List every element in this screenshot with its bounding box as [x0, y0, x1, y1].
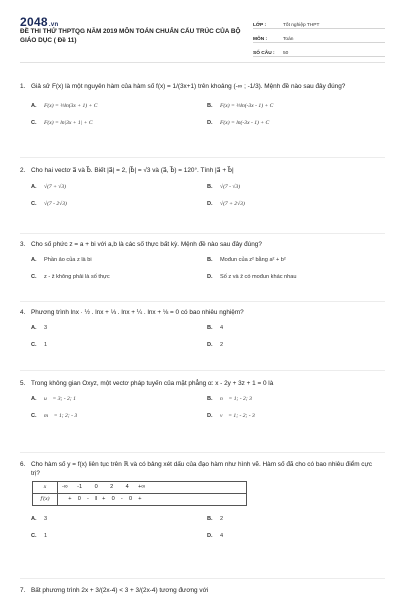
exam-meta — [253, 15, 385, 57]
option-text: m⃗ = 1; 2; - 3 — [44, 413, 78, 419]
option-letter: C. — [31, 413, 37, 419]
option-text: Số z và z̄ có mođun khác nhau — [220, 274, 297, 280]
option-text: F(x) = ln|3x + 1| + C — [44, 120, 93, 126]
question-number: 5. — [20, 380, 26, 387]
option-text: F(x) = ln(-3x - 1) + C — [220, 120, 270, 126]
question-number: 6. — [20, 461, 26, 468]
meta-value: Tốt nghiệp THPT — [283, 23, 320, 28]
option-text: u⃗ = 3; - 2; 1 — [44, 396, 76, 402]
option-letter: B. — [207, 103, 213, 109]
option-letter: D. — [207, 413, 213, 419]
option-b[interactable] — [207, 252, 383, 269]
option-text: 2 — [220, 516, 224, 522]
header-divider — [20, 62, 385, 63]
option-b[interactable] — [207, 391, 383, 408]
option-b[interactable] — [207, 320, 383, 337]
meta-value: 50 — [283, 51, 289, 56]
question-divider — [20, 157, 385, 158]
option-text: z - z̄ không phải là số thực — [44, 274, 110, 280]
option-letter: D. — [207, 274, 213, 280]
option-text: n⃗ = 1; - 2; 3 — [220, 396, 252, 402]
option-text: 4 — [220, 325, 224, 331]
option-b[interactable] — [207, 511, 383, 528]
question-6 — [20, 460, 382, 545]
sign-table-x-values: -∞ -1 0 2 4 +∞ — [58, 482, 247, 494]
question-5 — [20, 379, 382, 425]
option-letter: A. — [31, 516, 37, 522]
option-b[interactable] — [207, 98, 383, 115]
option-letter: B. — [207, 396, 213, 402]
site-logo[interactable] — [20, 15, 58, 29]
exam-title: ĐỀ THI THỬ THPTQG NĂM 2019 MÔN TOÁN CHUẨN CẤU TRÚC CỦA BỘ GIÁO DỤC ( Đề 11) — [20, 28, 241, 44]
option-a[interactable] — [31, 252, 207, 269]
question-divider — [20, 233, 385, 234]
option-letter: D. — [207, 533, 213, 539]
option-text: 1 — [44, 533, 48, 539]
option-text: v⃗ = 1; - 2; - 3 — [220, 413, 255, 419]
option-letter: B. — [207, 325, 213, 331]
question-number: 4. — [20, 309, 26, 316]
question-text: Cho hàm số y = f(x) liên tục trên ℝ và có bảng xét dấu của đạo hàm như hình vẽ. Hàm số đã cho có bao nhiêu điểm cực trị? — [31, 461, 372, 477]
sign-table-x-label: x — [33, 482, 58, 494]
option-text: 3 — [44, 516, 48, 522]
option-d[interactable] — [207, 269, 383, 286]
option-letter: D. — [207, 342, 213, 348]
sign-table-derivative-signs: + 0 - ‖ + 0 - 0 + — [58, 494, 247, 506]
meta-row-class — [253, 15, 385, 29]
option-letter: C. — [31, 201, 37, 207]
option-letter: A. — [31, 325, 37, 331]
question-3 — [20, 240, 382, 286]
option-text: 3 — [44, 325, 48, 331]
question-divider — [20, 301, 385, 302]
sign-table-derivative-label: f'(x) — [33, 494, 58, 506]
option-c[interactable] — [31, 528, 207, 545]
option-c[interactable] — [31, 115, 207, 132]
option-c[interactable] — [31, 337, 207, 354]
option-text: √(7 - √3) — [220, 184, 241, 190]
option-d[interactable] — [207, 528, 383, 545]
option-c[interactable] — [31, 196, 207, 213]
option-letter: B. — [207, 257, 213, 263]
option-letter: A. — [31, 184, 37, 190]
meta-key: MÔN : — [253, 37, 268, 42]
option-text: 2 — [220, 342, 224, 348]
option-letter: A. — [31, 257, 37, 263]
logo-suffix: .vn — [48, 22, 59, 28]
option-text: Phần ảo của z là bi — [44, 257, 92, 263]
option-letter: C. — [31, 342, 37, 348]
option-letter: D. — [207, 120, 213, 126]
question-divider — [20, 370, 385, 371]
option-a[interactable] — [31, 179, 207, 196]
option-c[interactable] — [31, 408, 207, 425]
question-7 — [20, 586, 382, 595]
question-1 — [20, 82, 382, 132]
option-letter: D. — [207, 201, 213, 207]
logo-text: 2048 — [20, 15, 48, 29]
option-letter: B. — [207, 516, 213, 522]
option-a[interactable] — [31, 391, 207, 408]
option-a[interactable] — [31, 320, 207, 337]
option-text: F(x) = ⅓ln(-3x - 1) + C — [220, 103, 274, 109]
option-letter: C. — [31, 274, 37, 280]
option-a[interactable] — [31, 98, 207, 115]
option-a[interactable] — [31, 511, 207, 528]
option-d[interactable] — [207, 196, 383, 213]
option-b[interactable] — [207, 179, 383, 196]
option-d[interactable] — [207, 408, 383, 425]
question-divider — [20, 452, 385, 453]
option-text: 4 — [220, 533, 224, 539]
question-text: Giả sử F(x) là một nguyên hàm của hàm số f(x) = 1/(3x+1) trên khoảng (-∞ ; -1/3). Mệnh đề nào sau đây đúng? — [31, 83, 346, 90]
meta-row-question-count — [253, 43, 385, 57]
option-text: √(7 - 2√3) — [44, 201, 67, 207]
question-divider — [20, 578, 385, 579]
meta-value: Toán — [283, 37, 294, 42]
option-text: √(7 + √3) — [44, 184, 67, 190]
option-letter: A. — [31, 103, 37, 109]
option-letter: B. — [207, 184, 213, 190]
option-c[interactable] — [31, 269, 207, 286]
meta-row-subject — [253, 29, 385, 43]
option-text: √(7 + 2√3) — [220, 201, 245, 207]
question-text: Cho hai vectơ a⃗ và b⃗. Biết |a⃗| = 2, |b⃗| = √3 và (a⃗, b⃗) = 120°. Tính |a⃗ + b⃗| — [31, 167, 234, 174]
option-d[interactable] — [207, 337, 383, 354]
sign-table — [32, 481, 247, 506]
option-text: F(x) = ⅓ln(3x + 1) + C — [44, 103, 98, 109]
question-text: Bất phương trình 2x + 3/(2x-4) < 3 + 3/(2x-4) tương đương với — [31, 587, 209, 594]
question-number: 7. — [20, 587, 26, 594]
option-letter: C. — [31, 533, 37, 539]
option-text: 1 — [44, 342, 48, 348]
option-letter: C. — [31, 120, 37, 126]
option-text: Mođun của z² bằng a² + b² — [220, 257, 286, 263]
question-text: Cho số phức z = a + bi với a,b là các số thực bất kỳ. Mệnh đề nào sau đây đúng? — [31, 241, 262, 248]
meta-key: SỐ CÂU : — [253, 51, 275, 56]
option-d[interactable] — [207, 115, 383, 132]
question-number: 1. — [20, 83, 26, 90]
question-4 — [20, 308, 382, 354]
meta-key: LỚP : — [253, 23, 267, 28]
question-number: 3. — [20, 241, 26, 248]
question-2 — [20, 166, 382, 213]
question-text: Trong không gian Oxyz, một vectơ pháp tuyến của mặt phẳng α: x - 2y + 3z + 1 = 0 là — [31, 380, 274, 387]
question-text: Phương trình lnx · ½ . lnx + ⅓ . lnx + ¼ . lnx + ⅛ = 0 có bao nhiêu nghiệm? — [31, 309, 244, 316]
option-letter: A. — [31, 396, 37, 402]
question-number: 2. — [20, 167, 26, 174]
